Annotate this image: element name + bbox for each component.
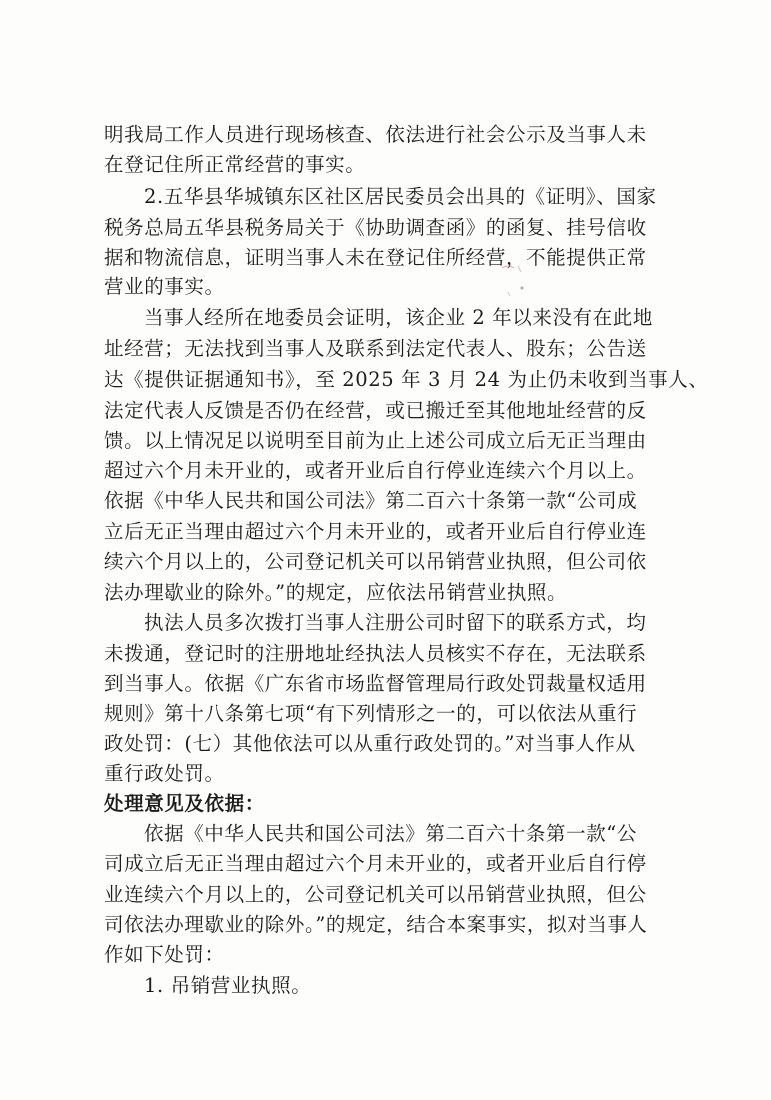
text-line: 依据《中华人民共和国公司法》第二百六十条第一款“公司成	[104, 489, 638, 512]
text-line: 1. 吊销营业执照。	[144, 974, 312, 997]
text-line: 作如下处罚：	[104, 943, 225, 966]
text-line: 法定代表人反馈是否仍在经营，或已搬迁至其他地址经营的反	[104, 399, 647, 422]
text-line: 达《提供证据通知书》，至 2025 年 3 月 24 为止仍未收到当事人、	[104, 368, 709, 391]
text-line: 明我局工作人员进行现场核查、依法进行社会公示及当事人未	[104, 123, 647, 146]
text-line: 司成立后无正当理由超过六个月未开业的，或者开业后自行停	[104, 852, 647, 875]
text-line: 司依法办理歇业的除外。”的规定，结合本案事实，拟对当事人	[104, 913, 648, 936]
text-line: 执法人员多次拨打当事人注册公司时留下的联系方式，均	[144, 611, 647, 634]
text-line: 业连续六个月以上的，公司登记机关可以吊销营业执照，但公	[104, 883, 647, 906]
text-line: 址经营；无法找到当事人及联系到法定代表人、股东；公告送	[104, 337, 647, 360]
text-line: 续六个月以上的，公司登记机关可以吊销营业执照，但公司依	[104, 550, 647, 573]
text-line: 当事人经所在地委员会证明，该企业 2 年以来没有在此地	[144, 306, 654, 329]
text-line: 2.五华县华城镇东区社区居民委员会出具的《证明》、国家	[144, 185, 657, 208]
text-line: 政处罚：(七）其他依法可以从重行政处罚的。”对当事人作从	[104, 732, 636, 755]
text-line: 税务总局五华县税务局关于《协助调查函》的函复、挂号信收	[104, 216, 647, 239]
text-line: 法办理歇业的除外。”的规定，应依法吊销营业执照。	[104, 581, 568, 604]
section-heading: 处理意见及依据：	[104, 792, 265, 815]
text-line: 依据《中华人民共和国公司法》第二百六十条第一款“公	[144, 822, 637, 845]
text-line: 据和物流信息，证明当事人未在登记住所经营，不能提供正常	[104, 246, 647, 269]
text-line: 在登记住所正常经营的事实。	[104, 153, 366, 176]
text-line: 馈。以上情况足以说明至目前为止上述公司成立后无正当理由	[104, 429, 647, 452]
text-line: 到当事人。依据《广东省市场监督管理局行政处罚裁量权适用	[104, 672, 647, 695]
text-line: 营业的事实。	[104, 275, 225, 298]
text-line: 未拨通，登记时的注册地址经执法人员核实不存在，无法联系	[104, 642, 647, 665]
text-line: 规则》第十八条第七项“有下列情形之一的，可以依法从重行	[104, 702, 638, 725]
text-line: 重行政处罚。	[104, 762, 225, 785]
text-line: 超过六个月未开业的，或者开业后自行停业连续六个月以上。	[104, 459, 647, 482]
text-line: 立后无正当理由超过六个月未开业的，或者开业后自行停业连	[104, 520, 647, 543]
